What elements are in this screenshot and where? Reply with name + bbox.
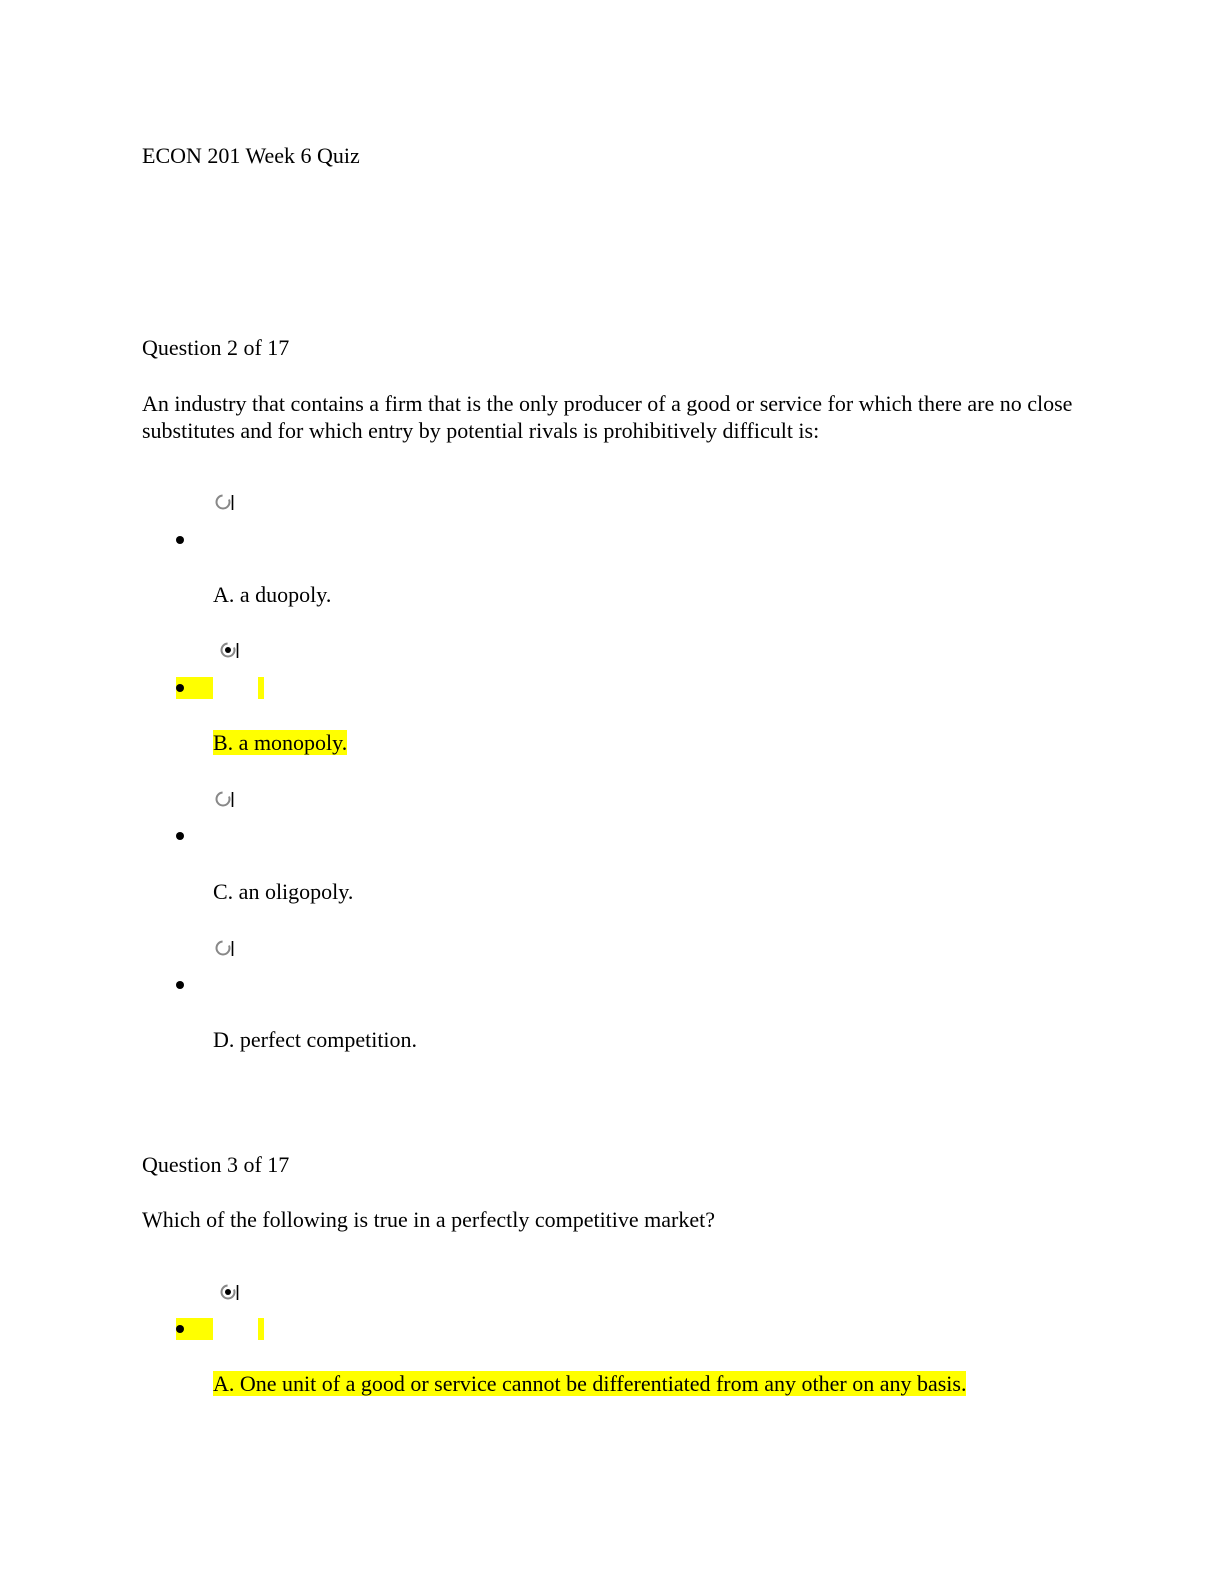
q3-option-a-radio-selected-icon[interactable]: [219, 1282, 241, 1302]
highlight-marker: [258, 677, 264, 699]
option-a-label[interactable]: A. a duopoly.: [213, 582, 332, 607]
list-bullet: [176, 684, 184, 692]
option-c-label[interactable]: C. an oligopoly.: [213, 879, 354, 904]
document-title: ECON 201 Week 6 Quiz: [142, 143, 360, 168]
list-bullet: [176, 981, 184, 989]
question-2-header: Question 2 of 17: [142, 335, 290, 360]
highlight-marker: [258, 1318, 264, 1340]
list-bullet: [176, 1325, 184, 1333]
list-bullet: [176, 832, 184, 840]
question-2-text: An industry that contains a firm that is the only producer of a good or service for which there are no close substitutes and for which entry by potential rivals is prohibitively difficult is:: [142, 391, 1073, 443]
option-b-label[interactable]: B. a monopoly.: [213, 730, 348, 755]
option-b-radio-selected-icon[interactable]: [219, 640, 241, 660]
option-a-radio-icon[interactable]: [214, 492, 236, 512]
list-bullet: [176, 536, 184, 544]
option-c-radio-icon[interactable]: [214, 789, 236, 809]
option-d-label[interactable]: D. perfect competition.: [213, 1027, 418, 1052]
question-3-text: Which of the following is true in a perfectly competitive market?: [142, 1207, 716, 1232]
option-d-radio-icon[interactable]: [214, 938, 236, 958]
q3-option-a-label[interactable]: A. One unit of a good or service cannot be differentiated from any other on any basis.: [213, 1371, 967, 1396]
question-3-header: Question 3 of 17: [142, 1152, 290, 1177]
